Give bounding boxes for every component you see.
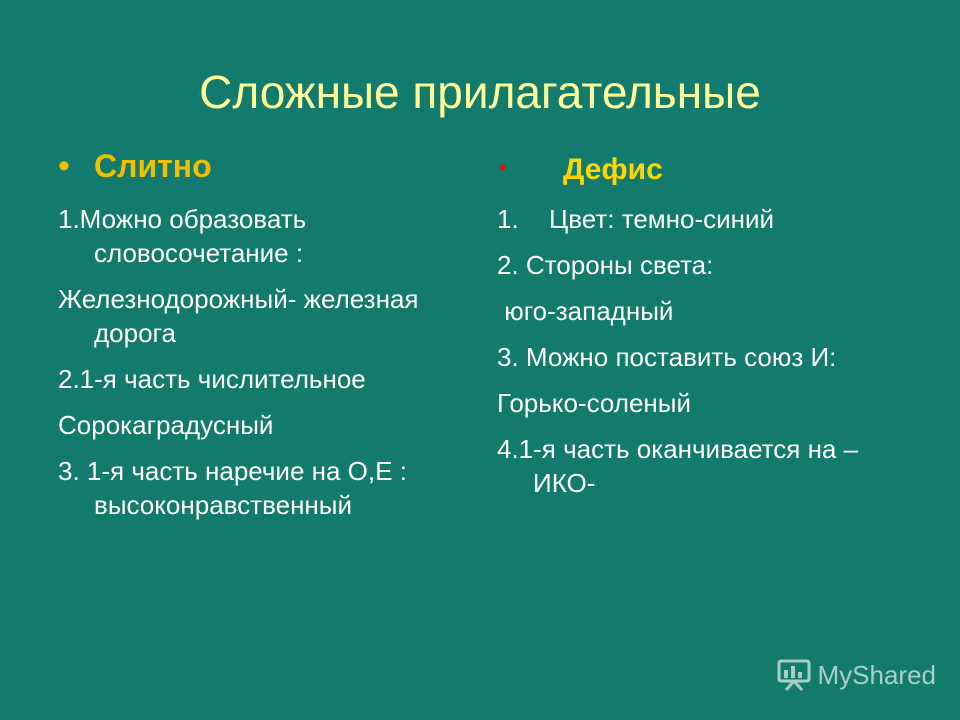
list-item: юго-западный [497, 296, 674, 326]
slide-title: Сложные прилагательные [199, 66, 761, 118]
right-heading-text: Дефис [563, 153, 663, 186]
list-item [497, 202, 917, 236]
list-item-text: Цвет: темно-синий [549, 204, 775, 234]
list-item: 1.Можно образовать словосочетание : [58, 204, 307, 268]
list-item: 2. Стороны света: [497, 250, 714, 280]
list-item: 2.1-я часть числительное [58, 364, 366, 394]
bullet-icon: • [58, 147, 70, 185]
list-item: 3. 1-я часть наречие на О,Е : высоконравственный [58, 456, 407, 520]
bullet-icon: • [499, 155, 507, 180]
list-item: Сорокаградусный [58, 410, 274, 440]
list-item: 3. Можно поставить союз И: [497, 342, 837, 372]
right-heading [497, 142, 917, 202]
left-column [58, 142, 458, 534]
right-column [497, 142, 917, 512]
list-item: Горько-соленый [497, 388, 691, 418]
watermark-logo [776, 658, 937, 692]
left-heading-text: Слитно [94, 148, 212, 184]
left-heading [58, 142, 458, 202]
watermark-text: MyShared [817, 659, 936, 690]
list-item: 4.1-я часть оканчивается на –ИКО- [497, 434, 859, 498]
list-number: 1. [497, 204, 519, 234]
list-item: Железнодорожный- железная дорога [58, 284, 419, 348]
presentation-board-icon [776, 658, 812, 692]
